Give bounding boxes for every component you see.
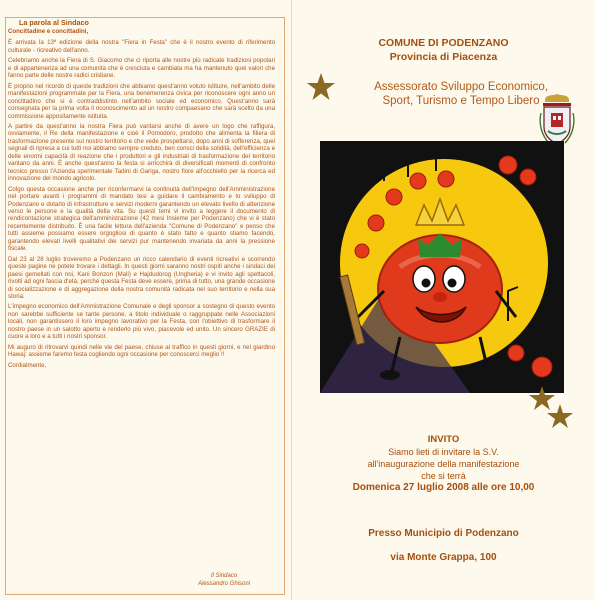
signature-title: Il Sindaco [210, 573, 238, 579]
paragraph-5: Colgo questa occasione anche per riconfermarvi la continuità dell'impegno dell'Amministrazione nel portare avanti i programmi di mandato tesi a guidare il cambiamento e lo sviluppo di Podenzano e dotarlo di infrastrutture e servizi moderni garantendo un elevato livello di attenzione verso le persone e la qualità della vita. Su questi temi vi invito a leggere il documento di rendicontazione strategica dell'amministrazione (42 mesi Insieme per Podenzano) che vi è stato recentemente distribuito. È una facile lettura dell'azienda "Comune di Podenzano" e penso che tutti assieme possiamo essere orgogliosi di quanto è stato fatto e quanto stiamo facendo, garantendo elevati livelli qualitativi dei servizi pur mantenendo invariata da anni la pressione fiscale. [8, 185, 275, 253]
mayor-letter-panel [0, 0, 290, 600]
invito-date: Domenica 27 luglio 2008 alle ore 10,00 [352, 482, 535, 493]
salutation: Concittadine e concittadini, [8, 28, 89, 35]
venue [292, 522, 595, 570]
paragraph-7: L'impegno economico dell'Ammistrazione Comunale e degli sponsor a sostegno di questo evento non sarebbe sufficiente se tante persone, a titolo individuale o raggruppate nelle Associazioni locali, non garantissero il loro impegno lavorativo per la Festa, con l'obiettivo di trasformare il nostro paese in un salotto aperto e renderlo più vivo, piacevole ed unito. Un sincero GRAZIE di cuore a loro e a tutti i nostri sponsor. [8, 303, 275, 341]
paragraph-4: A partire da quest'anno la nostra Fiera può vantarsi anche di avere un logo che raffigura, ovviamente, il Re della manifestazione e cioè il Pomodoro, prodotto che alimenta la filiera di trasformazione presente sul nostro territorio e che vede prospettarsi, dopo anni di sofferenza, quei segnali di ripresa a cui tutti noi abbiamo sempre creduto, ben consci della solidità, dell'efficienza e delle enormi capacità di reazione che i produttori e gli industriali di trasformazione del territorio vantano da anni. È anche quest'anno la festa si arricchirà di diversificati momenti di confronto tecnico presso l'Azienda sperimentale Tadini di Gariga, nostro fiore all'occhiello per la ricerca ed innovazione del mondo agricolo. [8, 122, 275, 183]
tomato-king-illustration [320, 141, 564, 393]
letter-body [8, 28, 275, 369]
invito-line-3: che si terrà [421, 471, 466, 481]
assessorato-line-2: Sport, Turismo e Tempo Libero [382, 95, 540, 107]
letter-heading: La parola al Sindaco [15, 18, 93, 27]
signature-block [198, 573, 250, 588]
paragraph-8: Mi auguro di ritrovarvi quindi nelle vie del paese, chiuse al traffico in questi giorni, e nel giardino Hawaj: assieme faremo festa cogliendo ogni occasione per conoscerci meglio !! [8, 343, 275, 359]
signature-name: Alessandro Ghisoni [198, 580, 251, 587]
venue-address: via Monte Grappa, 100 [390, 552, 497, 563]
assessorato-line-1: Assessorato Sviluppo Economico, [374, 81, 548, 93]
comune-title: COMUNE DI PODENZANO [378, 37, 509, 49]
paragraph-3: È proprio nel ricordo di queste tradizioni che abbiamo quest'anno voluto istituire, nell'ambito delle manifestazioni programmate per la Fiera, una benemerenza civica per riconoscere ogni anno un concittadino che si è contraddistinto nell'ambito sociale ed economico. Quest'anno sarà consegnata per la prima volta il riconoscimento ad un nostro compaesano che sarà scelto da una commissione appositamente istituita. [8, 82, 275, 120]
double-star-icon [528, 384, 574, 434]
invito-line-2: all'inaugurazione della manifestazione [367, 459, 520, 469]
paragraph-1: È arrivata la 13ª edizione della nostra "Fiera in Festa" che è il nostro evento di riferimento culturale - ricreativo dell'anno. [8, 39, 275, 54]
invitation-panel [292, 0, 595, 600]
paragraph-6: Dal 23 al 28 luglio troveremo a Podenzano un ricco calendario di eventi ricreativi e scorrendo queste pagine ne potete trovare i dettagli. In questi giorni saranno nostri ospiti anche i sindaci dei paesi gemellati con noi, Kani Bonzon (Mali) e Hajdudorog (Ungheria) e vi invito agli spettacoli, rivolti ad ogni fascia d'età, perché questa Festa deve essere, prima di tutto, una grande occasione di socializzazione e di aggregazione della nostra comunità radicata nel suo territorio e nella sua storia. [8, 255, 275, 300]
invitation-text [292, 434, 595, 494]
provincia-title: Provincia di Piacenza [389, 51, 498, 63]
star-icon [306, 72, 336, 102]
closing: Cordialmente, [8, 361, 47, 369]
invito-line-1: Siamo lieti di invitare la S.V. [388, 447, 499, 457]
invito-title: INVITO [427, 434, 460, 445]
paragraph-2: Celebriamo anche la Fiera di S. Giacomo che ci riporta alle nostre più radicate tradizioni popolari e di appartenenza ad una comunità che è cresciuta e cambiata ma ha mantenuto quei valori che fanno parte delle nostre radici cristiane. [8, 57, 275, 80]
venue-name: Presso Municipio di Podenzano [368, 528, 519, 539]
